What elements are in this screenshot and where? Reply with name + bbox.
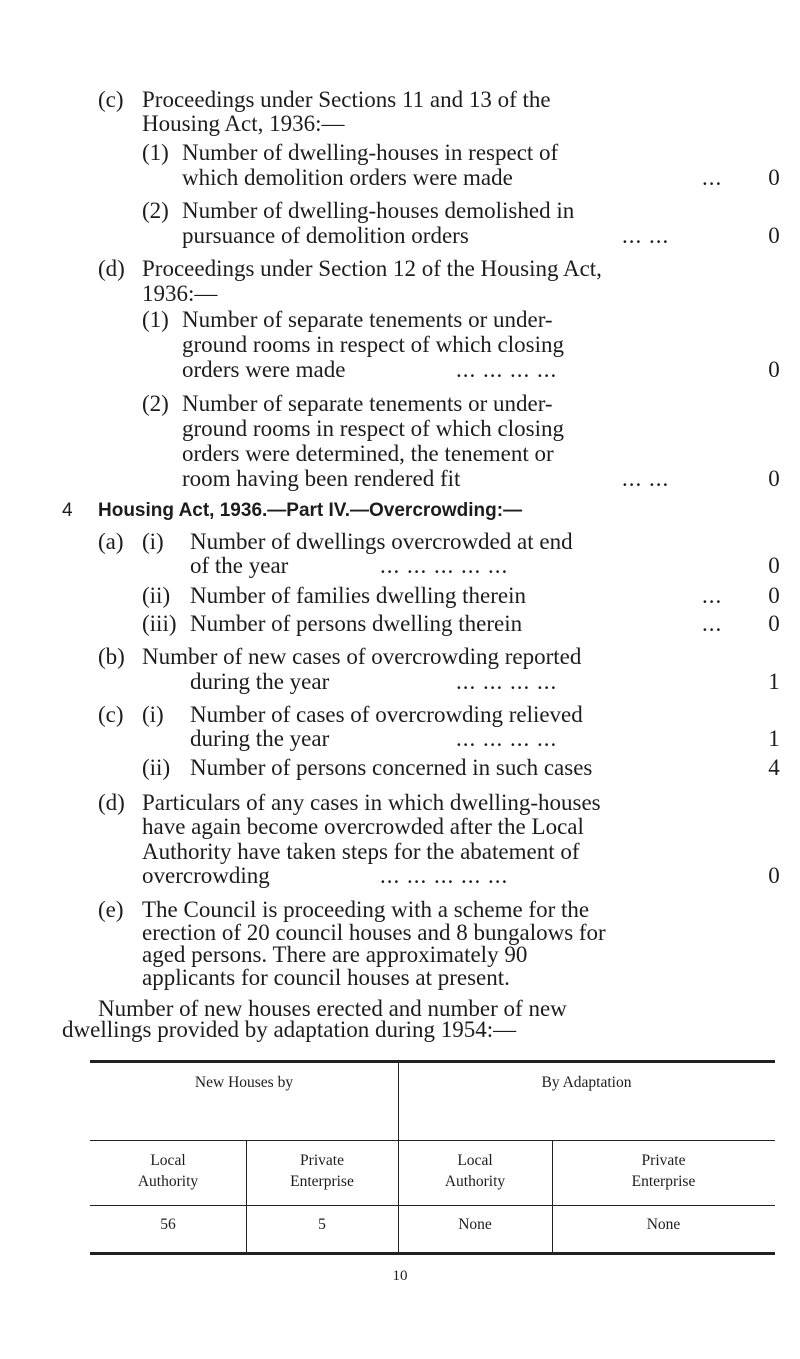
- table-subheader-4-line2: Enterprise: [631, 1173, 696, 1190]
- c-item2-line2: pursuance of demolition orders: [182, 222, 469, 248]
- a-item1-line2: of the year: [190, 553, 289, 579]
- e-line2: erection of 20 council houses and 8 bungalows for: [142, 919, 606, 945]
- b-line1: Number of new cases of overcrowding reported: [142, 644, 582, 670]
- c2-item2-value: 4: [768, 755, 780, 781]
- a-item2-num: (ii): [142, 582, 171, 608]
- c2-item1-num: (i): [142, 701, 164, 727]
- table-value-3: None: [458, 1216, 492, 1233]
- d-item1-line3: orders were made: [182, 357, 346, 383]
- a-item1-num: (i): [142, 528, 164, 554]
- d2-line4: overcrowding: [142, 863, 270, 888]
- table-header-new-houses: New Houses by: [194, 1074, 294, 1091]
- b-leader: ... ... ... ...: [456, 668, 558, 694]
- e-line3: aged persons. There are approximately 90: [142, 942, 528, 968]
- section4-title: Housing Act, 1936.—Part IV.—Overcrowding:—: [98, 500, 523, 521]
- d-item1-leader: ... ... ... ...: [456, 357, 558, 383]
- b-value: 1: [768, 668, 780, 694]
- section-e-label: (e): [98, 897, 124, 922]
- c-item1-line1: Number of dwelling-houses in respect of: [182, 140, 559, 166]
- section-d-title-line2: 1936:—: [142, 280, 218, 306]
- table-header-adaptation: By Adaptation: [541, 1074, 632, 1091]
- c2-item2-line1: Number of persons concerned in such cases: [190, 755, 593, 781]
- d2-line2: have again become overcrowded after the Local: [142, 814, 584, 840]
- table-value-4: None: [646, 1216, 681, 1233]
- c2-item1-line2: during the year: [190, 726, 330, 752]
- d-item1-line2: ground rooms in respect of which closing: [182, 332, 564, 358]
- c-item1-leader: ...: [702, 165, 723, 191]
- table-subheader-3-line2: Authority: [444, 1173, 506, 1190]
- d-item2-line2: ground rooms in respect of which closing: [182, 415, 564, 441]
- e-line1: The Council is proceeding with a scheme for the: [142, 897, 590, 922]
- a-item3-line1: Number of persons dwelling therein: [190, 611, 523, 637]
- d-item2-line4: room having been rendered fit: [182, 465, 461, 491]
- b-line2: during the year: [190, 668, 330, 694]
- d-item2-line1: Number of separate tenements or under-: [182, 391, 553, 417]
- table-bottom-rule: [90, 1252, 775, 1255]
- c-item1-line2: which demolition orders were made: [182, 165, 513, 191]
- a-item2-value: 0: [768, 582, 780, 608]
- c-item2-num: (2): [142, 197, 169, 223]
- d-item2-num: (2): [142, 391, 169, 417]
- table-values-rule: [90, 1205, 775, 1206]
- d-item2-leader: ... ...: [622, 465, 670, 491]
- d-item1-line1: Number of separate tenements or under-: [182, 307, 553, 333]
- a-item1-value: 0: [768, 553, 780, 579]
- new-houses-line2: dwellings provided by adaptation during 1954:—: [62, 1017, 517, 1042]
- section-a-label: (a): [98, 528, 124, 554]
- d-item1-num: (1): [142, 307, 169, 333]
- d2-value: 0: [768, 863, 780, 888]
- section-d-label: (d): [98, 255, 125, 281]
- section4-number: 4: [62, 500, 73, 521]
- a-item2-leader: ...: [702, 582, 723, 608]
- section-b-label: (b): [98, 644, 125, 670]
- section-d2-label: (d): [98, 789, 125, 815]
- page-number: 10: [392, 1268, 408, 1284]
- section-c2-label: (c): [98, 701, 124, 727]
- a-item1-line1: Number of dwellings overcrowded at end: [190, 528, 573, 554]
- c-item1-value: 0: [768, 165, 780, 191]
- a-item3-value: 0: [768, 611, 780, 637]
- table-top-rule: [90, 1060, 775, 1063]
- c2-item1-line1: Number of cases of overcrowding relieved: [190, 701, 583, 727]
- c-item2-value: 0: [768, 222, 780, 248]
- table-value-2: 5: [318, 1216, 326, 1233]
- c2-item1-leader: ... ... ... ...: [456, 726, 558, 752]
- c-item2-leader: ... ...: [622, 222, 670, 248]
- a-item3-leader: ...: [702, 611, 723, 637]
- c-item1-num: (1): [142, 140, 169, 166]
- d2-line3: Authority have taken steps for the abatement of: [142, 838, 580, 864]
- a-item3-num: (iii): [142, 611, 177, 637]
- table-value-1: 56: [160, 1216, 176, 1233]
- table-subheader-3-line1: Local: [457, 1152, 493, 1169]
- section-c-title-line2: Housing Act, 1936:—: [142, 111, 345, 137]
- e-line4: applicants for council houses at present.: [142, 965, 510, 991]
- d2-leader: ... ... ... ... ...: [380, 863, 509, 888]
- c-item2-line1: Number of dwelling-houses demolished in: [182, 197, 575, 223]
- d-item2-line3: orders were determined, the tenement or: [182, 440, 554, 466]
- d2-line1: Particulars of any cases in which dwelling-houses: [142, 789, 601, 815]
- table-subheader-2-line2: Enterprise: [290, 1173, 354, 1190]
- a-item1-leader: ... ... ... ... ...: [380, 553, 509, 579]
- section-d-title-line1: Proceedings under Section 12 of the Housing Act,: [142, 255, 602, 281]
- table-subheader-1-line2: Authority: [137, 1173, 199, 1190]
- section-c-label: (c): [98, 87, 124, 112]
- table-subheader-rule: [90, 1140, 775, 1141]
- d-item2-value: 0: [768, 465, 780, 491]
- table-subheader-2-line1: Private: [300, 1152, 344, 1169]
- new-houses-line1: Number of new houses erected and number of new: [98, 995, 567, 1021]
- table-subheader-1-line1: Local: [150, 1152, 186, 1169]
- table-subheader-4-line1: Private: [641, 1152, 686, 1169]
- c2-item2-num: (ii): [142, 755, 171, 781]
- d-item1-value: 0: [768, 357, 780, 383]
- section-c-title-line1: Proceedings under Sections 11 and 13 of the: [142, 87, 551, 112]
- c2-item1-value: 1: [768, 726, 780, 752]
- a-item2-line1: Number of families dwelling therein: [190, 582, 526, 608]
